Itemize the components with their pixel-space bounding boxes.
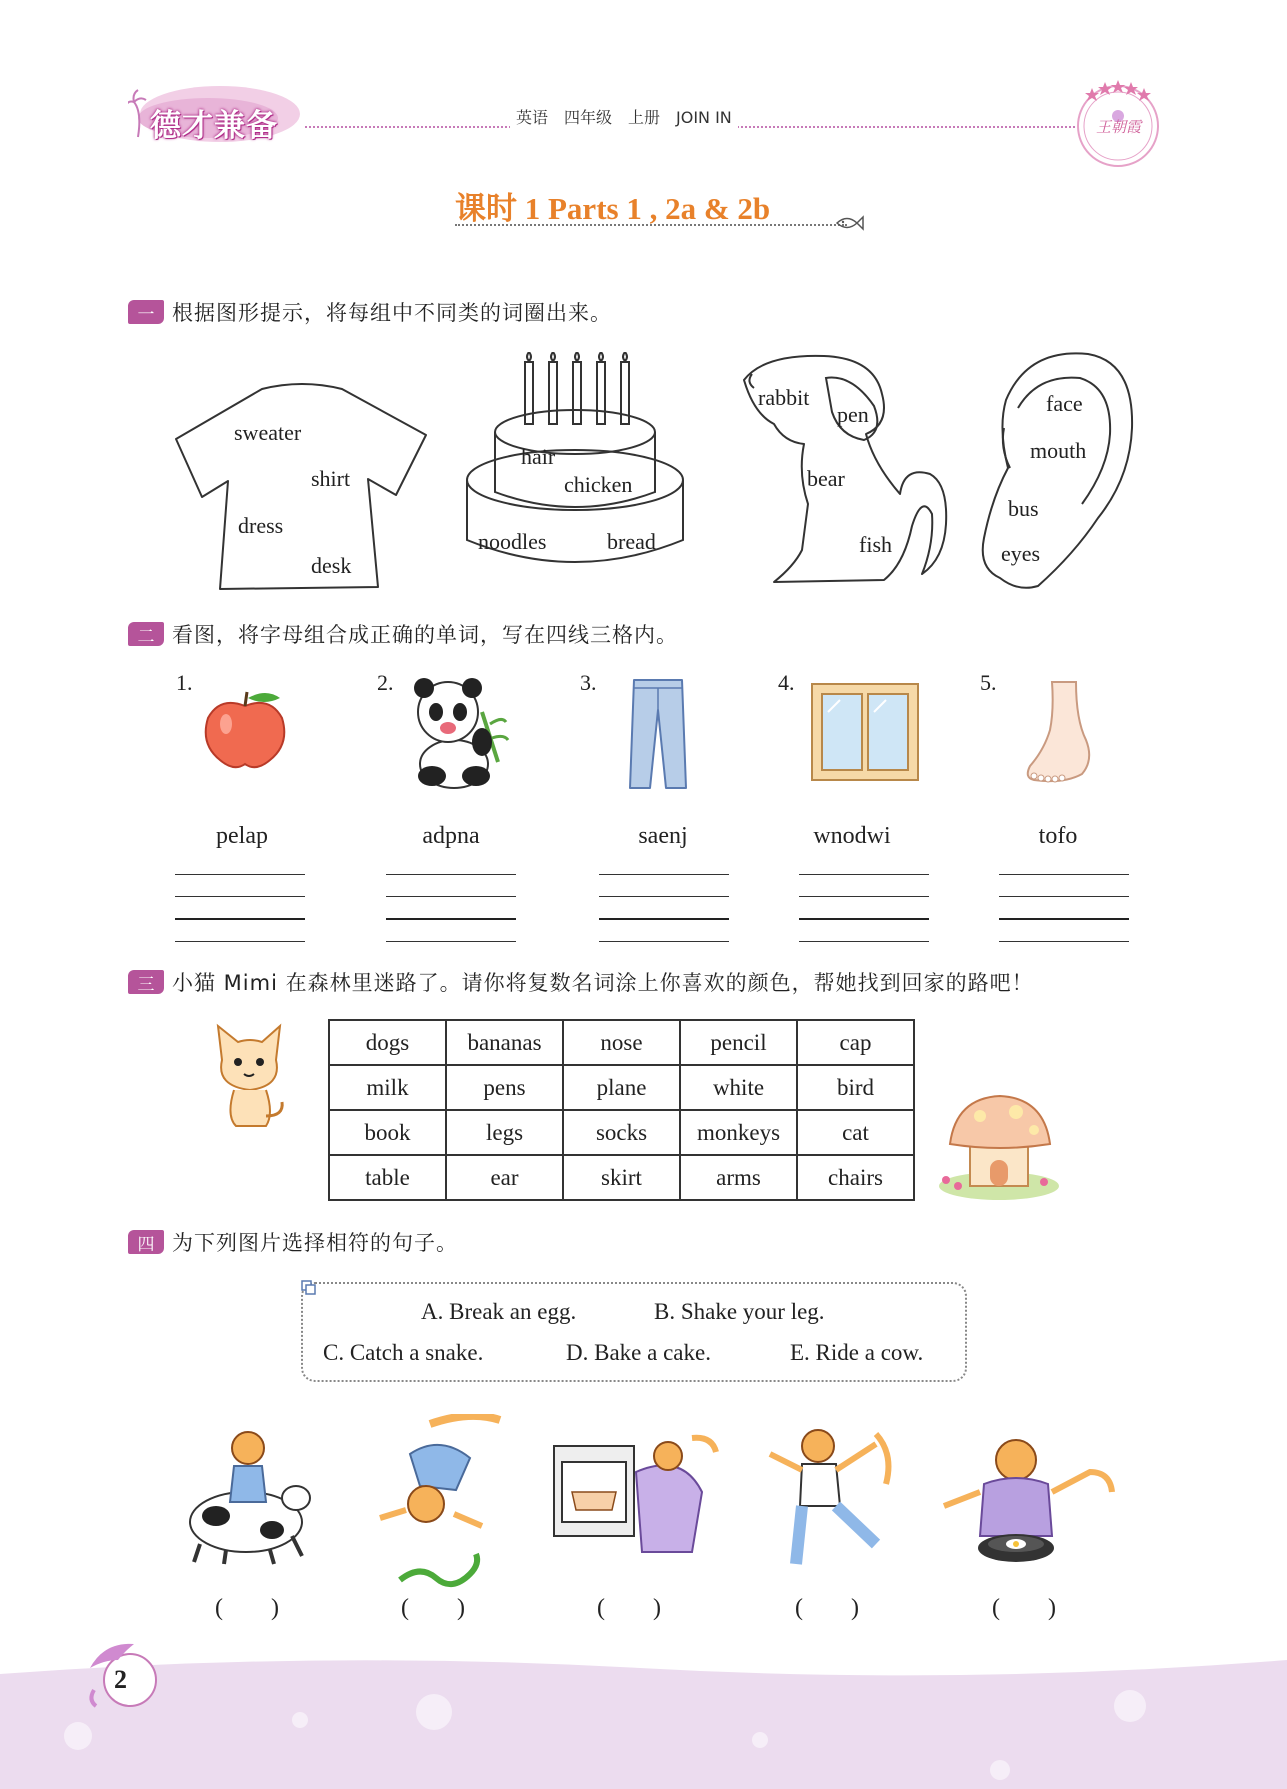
- maze-cell[interactable]: bird: [797, 1065, 914, 1110]
- option-b: B. Shake your leg.: [654, 1299, 825, 1324]
- maze-cell[interactable]: table: [329, 1155, 446, 1200]
- lesson-title: 课时 1 Parts 1 , 2a & 2b: [455, 191, 771, 226]
- maze-cell[interactable]: socks: [563, 1110, 680, 1155]
- brand-logo-text: 德才兼备: [150, 108, 278, 144]
- maze-cell[interactable]: legs: [446, 1110, 563, 1155]
- section3-instruction: 小猫 Mimi 在森林里迷路了。请你将复数名词涂上你喜欢的颜色，帮她找到回家的路吧！: [172, 971, 1034, 995]
- word-face: face: [1046, 391, 1083, 416]
- section2-header: [128, 619, 678, 649]
- section1-header: [128, 297, 612, 327]
- section4-instruction: 为下列图片选择相符的句子。: [172, 1231, 458, 1255]
- maze-cell[interactable]: monkeys: [680, 1110, 797, 1155]
- writing-lines[interactable]: [599, 874, 729, 944]
- maze-cell[interactable]: bananas: [446, 1020, 563, 1065]
- word-noodles: noodles: [478, 529, 547, 554]
- answer-blank[interactable]: ( ): [597, 1595, 661, 1621]
- maze-cell[interactable]: cat: [797, 1110, 914, 1155]
- word-dress: dress: [238, 513, 284, 538]
- word-fish: fish: [859, 532, 892, 557]
- maze-cell[interactable]: milk: [329, 1065, 446, 1110]
- maze-cell[interactable]: ear: [446, 1155, 563, 1200]
- tiger-catching-snake-icon: [370, 1414, 508, 1594]
- mushroom-house-icon: [936, 1094, 1062, 1202]
- item-number: 5.: [980, 670, 997, 695]
- maze-cell[interactable]: pencil: [680, 1020, 797, 1065]
- maze-cell[interactable]: dogs: [329, 1020, 446, 1065]
- answer-blank[interactable]: ( ): [401, 1595, 465, 1621]
- apple-icon: [200, 688, 290, 772]
- section1-instruction: 根据图形提示，将每组中不同类的词圈出来。: [172, 301, 612, 325]
- item-number: 4.: [778, 670, 795, 695]
- item-number: 2.: [377, 670, 394, 695]
- scrambled-word: wnodwi: [813, 823, 891, 849]
- header-subject: 英语 四年级 上册 JOIN IN: [510, 105, 738, 128]
- maze-cell[interactable]: book: [329, 1110, 446, 1155]
- section2-badge: 二: [128, 622, 164, 646]
- maze-cell[interactable]: cap: [797, 1020, 914, 1065]
- maze-cell[interactable]: nose: [563, 1020, 680, 1065]
- item-number: 3.: [580, 670, 597, 695]
- section4-header: [128, 1227, 458, 1257]
- writing-lines[interactable]: [799, 874, 929, 944]
- word-rabbit: rabbit: [758, 385, 810, 410]
- tiger-shaking-leg-icon: [766, 1424, 898, 1574]
- section2-instruction: 看图，将字母组合成正确的单词，写在四线三格内。: [172, 623, 678, 647]
- title-underline: [455, 224, 847, 226]
- word-bus: bus: [1008, 496, 1039, 521]
- maze-cell[interactable]: white: [680, 1065, 797, 1110]
- tiger-riding-cow-icon: [176, 1426, 326, 1566]
- option-d: D. Bake a cake.: [566, 1340, 711, 1365]
- word-mouth: mouth: [1030, 438, 1087, 463]
- options-box: [301, 1282, 967, 1382]
- word-shirt: shirt: [311, 466, 351, 491]
- word-eyes: eyes: [1001, 541, 1041, 566]
- word-bear: bear: [807, 466, 845, 491]
- word-desk: desk: [311, 553, 352, 578]
- item-number: 1.: [176, 670, 193, 695]
- scrambled-word: pelap: [216, 823, 268, 849]
- kitten-icon: [208, 1020, 290, 1130]
- maze-cell[interactable]: plane: [563, 1065, 680, 1110]
- option-a: A. Break an egg.: [421, 1299, 577, 1324]
- writing-lines[interactable]: [999, 874, 1129, 944]
- stamp-text: 王朝霞: [1096, 118, 1142, 136]
- word-bread: bread: [607, 529, 656, 554]
- page-number: 2: [114, 1665, 127, 1694]
- section4-badge: 四: [128, 1230, 164, 1254]
- foot-icon: [1024, 680, 1094, 784]
- word-hair: hair: [521, 444, 556, 469]
- option-e: E. Ride a cow.: [790, 1340, 924, 1365]
- answer-blank[interactable]: ( ): [795, 1595, 859, 1621]
- shirt-icon: [172, 383, 430, 593]
- word-chicken: chicken: [564, 472, 633, 497]
- word-sweater: sweater: [234, 420, 302, 445]
- tiger-breaking-egg-icon: [940, 1432, 1116, 1572]
- fish-icon: [835, 212, 865, 234]
- maze-cell[interactable]: skirt: [563, 1155, 680, 1200]
- plural-maze-grid: [328, 1019, 915, 1201]
- jeans-icon: [628, 676, 688, 792]
- writing-lines[interactable]: [386, 874, 516, 944]
- option-c: C. Catch a snake.: [323, 1340, 484, 1365]
- panda-icon: [402, 672, 510, 790]
- maze-cell[interactable]: chairs: [797, 1155, 914, 1200]
- window-icon: [810, 682, 920, 782]
- copy-icon: [301, 1280, 317, 1296]
- maze-cell[interactable]: arms: [680, 1155, 797, 1200]
- maze-cell[interactable]: pens: [446, 1065, 563, 1110]
- section3-badge: 三: [128, 970, 164, 994]
- word-pen: pen: [837, 402, 869, 427]
- answer-blank[interactable]: ( ): [215, 1595, 279, 1621]
- section1-badge: 一: [128, 300, 164, 324]
- scrambled-word: adpna: [422, 823, 480, 849]
- tiger-baking-cake-icon: [552, 1432, 720, 1572]
- footer-wave: [0, 1650, 1287, 1789]
- writing-lines[interactable]: [175, 874, 305, 944]
- section3-header: [128, 967, 1034, 997]
- answer-blank[interactable]: ( ): [992, 1595, 1056, 1621]
- scrambled-word: tofo: [1038, 823, 1078, 849]
- scrambled-word: saenj: [638, 823, 688, 849]
